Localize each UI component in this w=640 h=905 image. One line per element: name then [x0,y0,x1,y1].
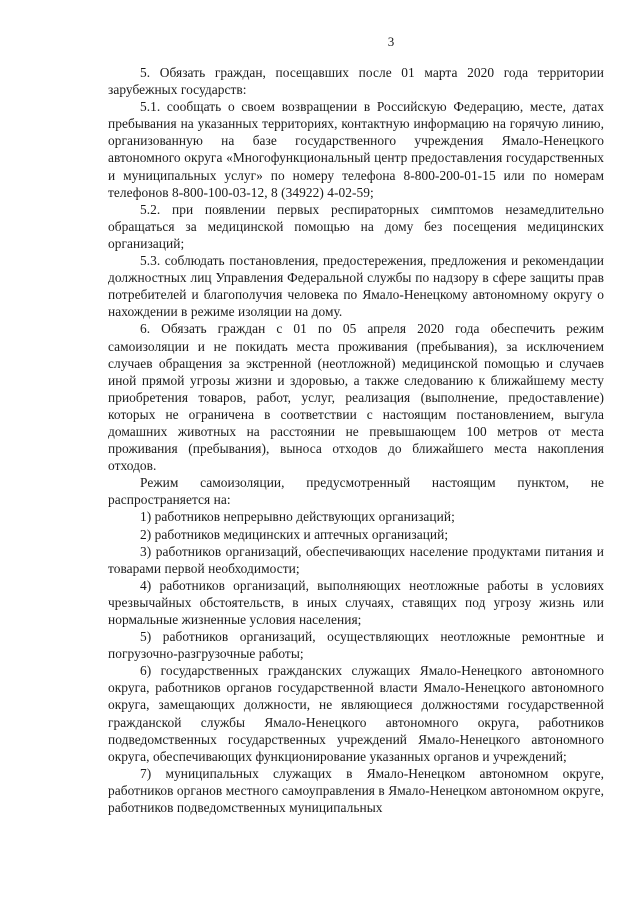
page-number: 3 [387,34,395,49]
list-item-7: 7) муниципальных служащих в Ямало-Ненецком автономном округе, работников органов местного самоуправления в Ямало-Ненецком автономном округе, работников подведомственных муниципальных [108,765,604,816]
list-item-5: 5) работников организаций, осуществляющих неотложные ремонтные и погрузочно-разгрузочные работы; [108,629,604,662]
list-item-2: 2) работников медицинских и аптечных организаций; [140,526,449,542]
list-item-3: 3) работников организаций, обеспечивающих население продуктами питания и товарами первой необходимости; [108,543,604,576]
paragraph-5-1: 5.1. сообщать о своем возвращении в Российскую Федерацию, месте, датах пребывания на указанных территориях, контактную информацию на горячую линию, организованную на базе государственного учреждения Ямало-Ненецкого автономного округа «Многофункциональный центр предоставления государственных и муниципальных услуг» по номеру телефона 8-800-200-01-15 или по номерам телефонов 8-800-100-03-12, 8 (34922) 4-02-59; [108,99,604,200]
paragraph-self-isolation-exceptions: Режим самоизоляции, предусмотренный настоящим пунктом, не распространяется на: [108,475,604,508]
paragraph-5: 5. Обязать граждан, посещавших после 01 марта 2020 года территории зарубежных государств: [108,65,604,98]
paragraph-6: 6. Обязать граждан с 01 по 05 апреля 2020 года обеспечить режим самоизоляции и не покидать места проживания (пребывания), за исключением случаев обращения за экстренной (неотложной) медицинской помощью и случаев иной прямой угрозы жизни и здоровью, а также следованию к ближайшему месту приобретения товаров, работ, услуг, реализация (выполнение, предоставление) которых не ограничена в соответствии с настоящим постановлением, выгула домашних животных на расстоянии не превышающем 100 метров от места проживания (пребывания), выноса отходов до ближайшего места накопления отходов. [108,321,604,474]
list-item-4: 4) работников организаций, выполняющих неотложные работы в условиях чрезвычайных обстоятельств, в иных случаях, ставящих под угрозу жизнь или нормальные жизненные условия населения; [108,577,604,627]
paragraph-5-3: 5.3. соблюдать постановления, предостережения, предложения и рекомендации должностных лиц Управления Федеральной службы по надзору в сфере защиты прав потребителей и благополучия человека по Ямало-Ненецкому автономному округу о нахождении в режиме изоляции на дому. [108,253,604,320]
list-item-6: 6) государственных гражданских служащих Ямало-Ненецкого автономного округа, работников органов государственной власти Ямало-Ненецкого автономного округа, замещающих должности, не являющиеся должностями государственной гражданской службы Ямало-Ненецкого автономного округа, работников подведомственных государственных учреждений Ямало-Ненецкого автономного округа, обеспечивающих функционирование указанных органов и учреждений; [108,663,604,764]
paragraph-5-2: 5.2. при появлении первых респираторных симптомов незамедлительно обращаться за медицинской помощью на дому без посещения медицинских организаций; [108,201,604,251]
list-item-1: 1) работников непрерывно действующих организаций; [140,509,455,525]
